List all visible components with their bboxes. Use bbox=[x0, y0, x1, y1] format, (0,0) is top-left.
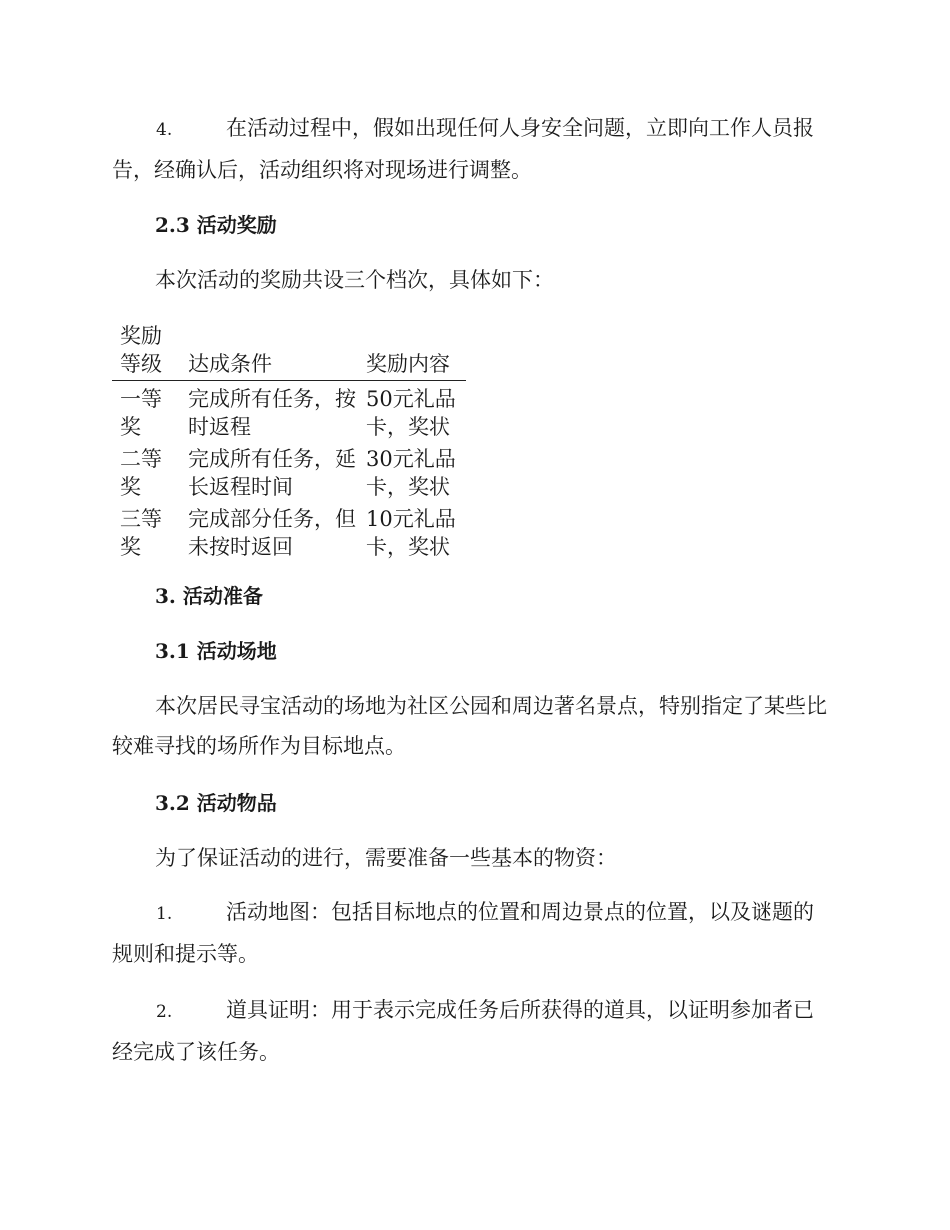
list-text: 活动地图：包括目标地点的位置和周边景点的位置，以及谜题的规则和提示等。 bbox=[112, 900, 814, 966]
cell-level: 一等奖 bbox=[120, 387, 162, 439]
header-reward: 奖励内容 bbox=[358, 322, 466, 381]
cell-level: 三等奖 bbox=[120, 507, 162, 559]
list-number: 2. bbox=[156, 1002, 173, 1022]
reward-table bbox=[112, 322, 466, 561]
list-item-2 bbox=[112, 990, 834, 1072]
list-item-4 bbox=[112, 108, 834, 190]
list-text: 在活动过程中，假如出现任何人身安全问题，立即向工作人员报告，经确认后，活动组织将对现场进行调整。 bbox=[112, 116, 814, 182]
cell-condition: 完成部分任务，但未按时返回 bbox=[188, 507, 356, 559]
list-item-1 bbox=[112, 892, 834, 974]
section-heading-3-2: 3.2 活动物品 bbox=[155, 791, 277, 815]
venue-paragraph: 本次居民寻宝活动的场地为社区公园和周边著名景点，特别指定了某些比较难寻找的场所作为目标地点。 bbox=[112, 694, 827, 758]
list-number: 4. bbox=[156, 120, 173, 140]
cell-reward: 10元礼品卡，奖状 bbox=[366, 507, 456, 559]
table-row bbox=[112, 381, 466, 442]
list-text: 道具证明：用于表示完成任务后所获得的道具，以证明参加者已经完成了该任务。 bbox=[112, 998, 814, 1064]
header-level: 奖励等级 bbox=[112, 322, 180, 381]
section-heading-3-1: 3.1 活动场地 bbox=[155, 639, 277, 663]
cell-reward: 50元礼品卡，奖状 bbox=[366, 387, 456, 439]
reward-intro: 本次活动的奖励共设三个档次，具体如下： bbox=[155, 268, 554, 292]
table-header-row bbox=[112, 322, 466, 381]
list-number: 1. bbox=[156, 904, 173, 924]
cell-condition: 完成所有任务，按时返程 bbox=[188, 387, 356, 439]
table-row bbox=[112, 441, 466, 501]
section-heading-3: 3. 活动准备 bbox=[155, 584, 263, 608]
table-row bbox=[112, 501, 466, 561]
cell-level: 二等奖 bbox=[120, 447, 162, 499]
header-condition: 达成条件 bbox=[180, 322, 358, 381]
supplies-intro: 为了保证活动的进行，需要准备一些基本的物资： bbox=[155, 846, 617, 870]
cell-reward: 30元礼品卡，奖状 bbox=[366, 447, 456, 499]
section-heading-2-3: 2.3 活动奖励 bbox=[155, 213, 277, 237]
cell-condition: 完成所有任务，延长返程时间 bbox=[188, 447, 356, 499]
